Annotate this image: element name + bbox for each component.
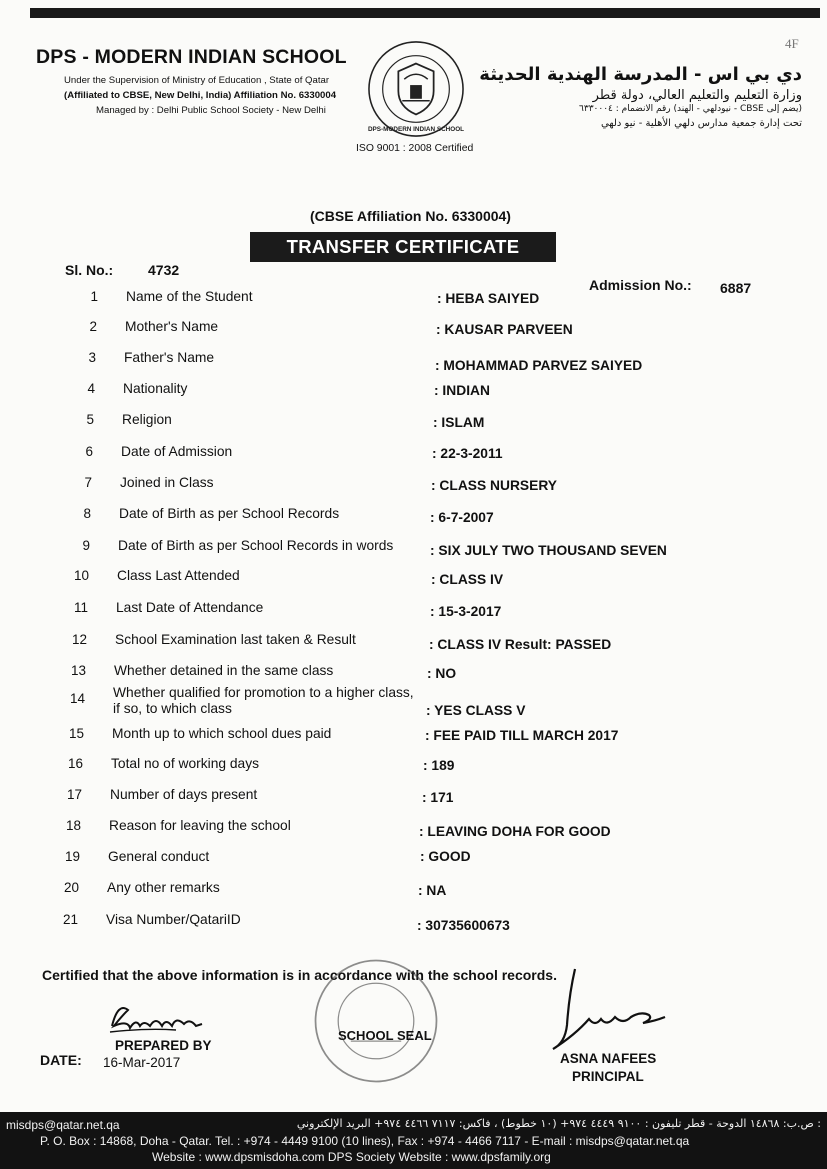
- detail-row: [0, 475, 827, 499]
- row-number: 6: [85, 444, 93, 459]
- row-value: : 30735600673: [417, 918, 510, 933]
- row-number: 2: [89, 319, 97, 334]
- row-number: 17: [66, 787, 82, 802]
- detail-row: [0, 880, 827, 904]
- row-label: Whether qualified for promotion to a higher class,: [113, 685, 414, 700]
- school-seal-label: SCHOOL SEAL: [338, 1028, 432, 1043]
- principal-title: PRINCIPAL: [572, 1069, 644, 1084]
- row-value: : LEAVING DOHA FOR GOOD: [419, 824, 611, 839]
- detail-row: [0, 818, 827, 842]
- row-value: : CLASS IV: [431, 572, 504, 587]
- admission-label: Admission No.:: [589, 277, 692, 293]
- date-label: DATE:: [40, 1052, 82, 1068]
- row-label: Date of Birth as per School Records: [119, 506, 340, 521]
- row-label: Number of days present: [110, 787, 258, 802]
- row-value: : NA: [418, 883, 447, 898]
- row-number: 20: [63, 880, 79, 895]
- row-number: 11: [73, 600, 88, 615]
- row-number: 13: [70, 663, 86, 678]
- row-value: : MOHAMMAD PARVEZ SAIYED: [435, 358, 643, 373]
- row-label: Visa Number/QatariID: [106, 912, 241, 927]
- footer-address-line: P. O. Box : 14868, Doha - Qatar. Tel. : +974 - 4449 9100 (10 lines), Fax : +974 - 4466 7117 - E-mail : misdps@qatar.net.qa: [40, 1134, 690, 1148]
- row-value: : CLASS IV Result: PASSED: [429, 637, 612, 652]
- arabic-ministry-line: وزارة التعليم والتعليم العالي، دولة قطر: [592, 88, 802, 103]
- row-value: : NO: [427, 666, 457, 681]
- detail-row: [0, 726, 827, 750]
- row-number: 5: [86, 412, 94, 427]
- row-number: 21: [62, 912, 78, 927]
- row-value: : INDIAN: [434, 383, 490, 398]
- detail-row: [0, 663, 827, 687]
- corner-mark: 4F: [785, 36, 799, 51]
- detail-row: [0, 849, 827, 873]
- row-label: School Examination last taken & Result: [115, 632, 356, 647]
- row-value: : SIX JULY TWO THOUSAND SEVEN: [430, 543, 667, 558]
- row-label: Any other remarks: [107, 880, 220, 895]
- row-number: 3: [88, 350, 96, 365]
- footer-website-line: Website : www.dpsmisdoha.com DPS Society Website : www.dpsfamily.org: [152, 1150, 551, 1164]
- detail-row: [0, 412, 827, 436]
- detail-row: [0, 538, 827, 562]
- detail-row: [0, 632, 827, 656]
- row-value: : YES CLASS V: [426, 703, 526, 718]
- detail-row: [0, 381, 827, 405]
- row-value: : 171: [422, 790, 454, 805]
- row-number: 10: [73, 568, 89, 583]
- row-number: 4: [87, 381, 95, 396]
- row-label: Religion: [122, 412, 172, 427]
- supervision-line: Under the Supervision of Ministry of Education , State of Qatar: [64, 75, 330, 86]
- row-number: 19: [64, 849, 80, 864]
- footer-contact-bar: [0, 1112, 827, 1169]
- row-label: Nationality: [123, 381, 188, 396]
- row-label: Joined in Class: [120, 475, 214, 490]
- row-label: Date of Birth as per School Records in words: [118, 538, 394, 553]
- principal-name: ASNA NAFEES: [560, 1051, 657, 1066]
- row-label: Name of the Student: [126, 289, 253, 304]
- admission-value: 6887: [720, 280, 752, 296]
- school-name: DPS - MODERN INDIAN SCHOOL: [36, 46, 347, 68]
- row-value: : 22-3-2011: [432, 446, 503, 461]
- detail-row: [0, 912, 827, 936]
- cbse-affiliation: (CBSE Affiliation No. 6330004): [310, 208, 511, 224]
- row-label: Date of Admission: [121, 444, 233, 459]
- row-value: : 6-7-2007: [430, 510, 494, 525]
- detail-row: [0, 319, 827, 343]
- serial-value: 4732: [148, 262, 180, 278]
- top-border-bar: [30, 8, 820, 18]
- row-value: : KAUSAR PARVEEN: [436, 322, 573, 337]
- row-number: 14: [69, 691, 85, 706]
- school-stamp: [313, 958, 439, 1084]
- detail-row: [0, 350, 827, 374]
- certificate-title: TRANSFER CERTIFICATE: [250, 232, 556, 262]
- row-number: 1: [90, 289, 98, 304]
- detail-row: [0, 289, 827, 313]
- row-label: Last Date of Attendance: [116, 600, 264, 615]
- managed-by-line: Managed by : Delhi Public School Society - New Delhi: [96, 105, 326, 116]
- row-value: : 15-3-2017: [430, 604, 502, 619]
- row-label: Month up to which school dues paid: [112, 726, 332, 741]
- row-label: Father's Name: [124, 350, 215, 365]
- seal-text: DPS-MODERN INDIAN SCHOOL: [367, 126, 465, 134]
- detail-row: [0, 506, 827, 530]
- detail-row: [0, 756, 827, 780]
- preparer-signature: [106, 996, 226, 1040]
- arabic-managed-line: تحت إدارة جمعية مدارس دلهي الأهلية - نيو دلهي: [600, 118, 802, 129]
- footer-email-left: misdps@qatar.net.qa: [6, 1118, 120, 1132]
- row-value: : CLASS NURSERY: [431, 478, 557, 493]
- prepared-by-label: PREPARED BY: [115, 1038, 212, 1053]
- school-logo-seal: [367, 40, 465, 138]
- row-value: : ISLAM: [433, 415, 485, 430]
- date-value: 16-Mar-2017: [103, 1055, 181, 1070]
- row-value: : GOOD: [420, 849, 471, 864]
- detail-row: [0, 444, 827, 468]
- row-label: Reason for leaving the school: [109, 818, 291, 833]
- footer-arabic-contact: : ص.ب: ١٤٨٦٨ الدوحة - قطر تليفون : ٩١٠٠ ٤٤٤٩ ٩٧٤+ (١٠ خطوط) ، فاكس: ٧١١٧ ٤٤٦٦ ٩٧٤+ البريد الإلكتروني: [296, 1117, 821, 1130]
- row-label: Whether detained in the same class: [114, 663, 334, 678]
- arabic-affiliation-line: (يضم إلى CBSE - نيودلهي - الهند) رقم الانضمام : ٦٣٣٠٠٠٤: [579, 104, 802, 114]
- detail-row: [0, 787, 827, 811]
- row-label-continued: if so, to which class: [113, 701, 232, 716]
- affiliation-line: (Affiliated to CBSE, New Delhi, India) Affiliation No. 6330004: [64, 90, 337, 101]
- row-value: : 189: [423, 758, 455, 773]
- principal-signature: [545, 965, 670, 1055]
- detail-row: [0, 568, 827, 592]
- row-number: 12: [71, 632, 87, 647]
- serial-label: Sl. No.:: [65, 262, 114, 278]
- row-label: Total no of working days: [111, 756, 260, 771]
- row-label: General conduct: [108, 849, 210, 864]
- row-label: Mother's Name: [125, 319, 219, 334]
- iso-certification: ISO 9001 : 2008 Certified: [356, 143, 474, 154]
- detail-row: [0, 685, 827, 718]
- row-number: 18: [65, 818, 81, 833]
- certification-statement: Certified that the above information is in accordance with the school records.: [42, 967, 557, 983]
- row-label: Class Last Attended: [117, 568, 240, 583]
- row-number: 9: [82, 538, 90, 553]
- row-number: 8: [83, 506, 91, 521]
- row-value: : HEBA SAIYED: [437, 291, 540, 306]
- row-number: 16: [67, 756, 83, 771]
- row-number: 15: [68, 726, 84, 741]
- row-number: 7: [84, 475, 92, 490]
- detail-row: [0, 600, 827, 624]
- row-value: : FEE PAID TILL MARCH 2017: [425, 728, 619, 743]
- arabic-school-name: دي بي اس - المدرسة الهندية الحديثة: [479, 64, 802, 85]
